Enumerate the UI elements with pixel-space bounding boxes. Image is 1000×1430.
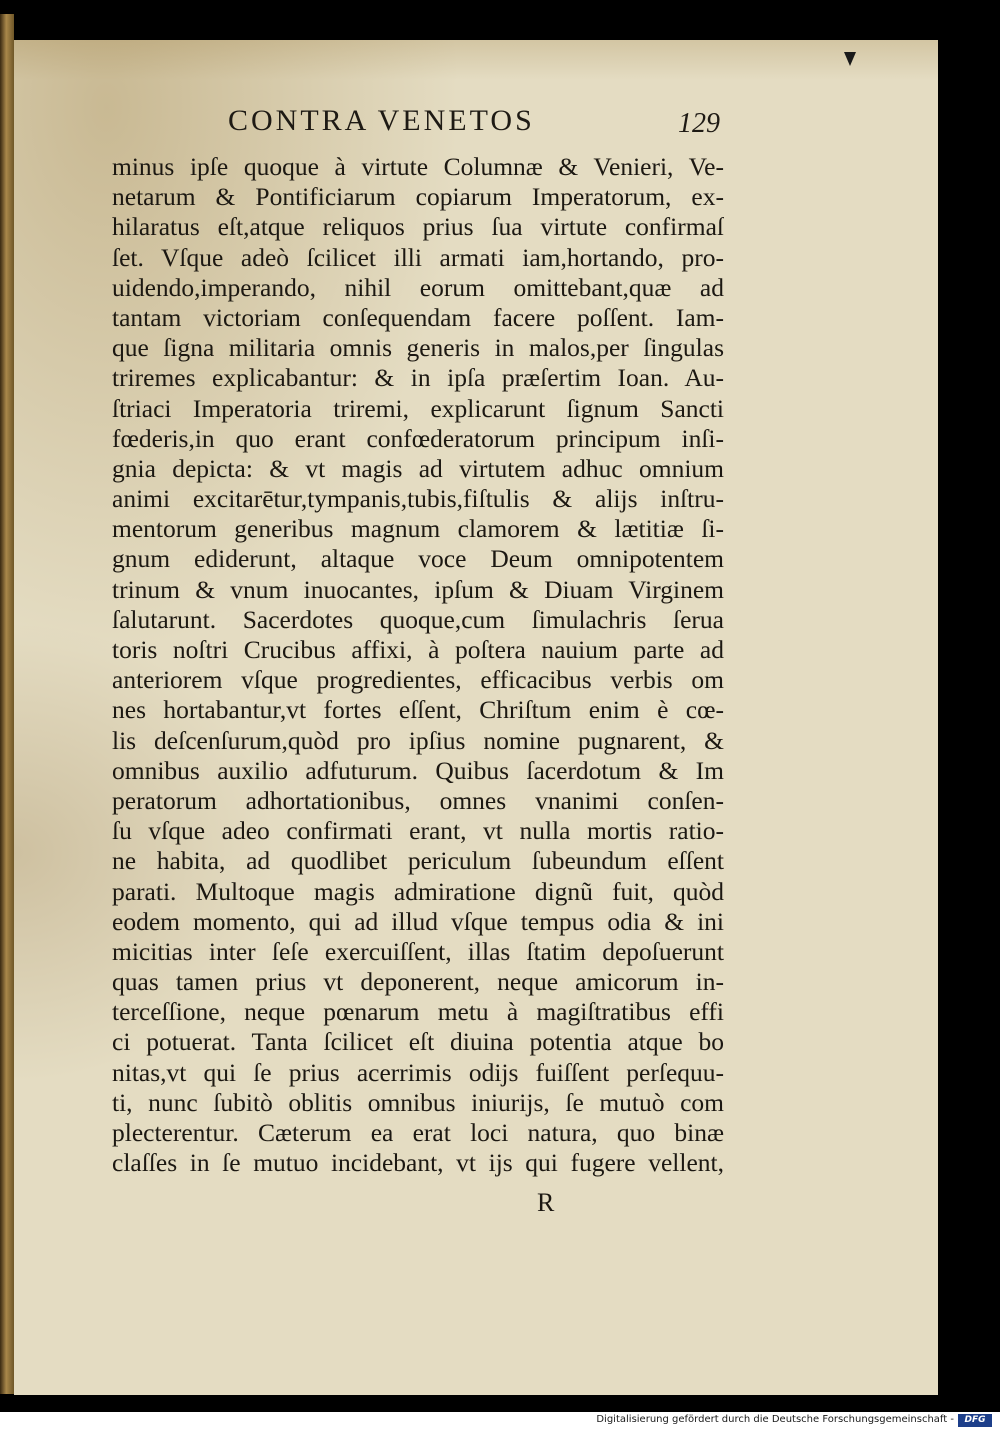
text-line: claſſes in ſe mutuo incidebant, vt ijs qui fugere vellent, [112,1148,724,1178]
text-line: lis deſcenſurum,quòd pro ipſius nomine pugnarent, & [112,725,724,755]
text-line: ſu vſque adeo confirmati erant, vt nulla mortis ratio- [112,816,724,846]
text-line: ti, nunc ſubitò oblitis omnibus iniurijs, ſe mutuò com [112,1087,724,1117]
text-line: eodem momento, qui ad illud vſque tempus odia & ini [112,906,724,936]
text-line: nitas,vt qui ſe prius acerrimis odijs fuiſſent perſequu- [112,1057,724,1087]
text-line: mentorum generibus magnum clamorem & lætitiæ ſi- [112,514,724,544]
text-line: plecterentur. Cæterum ea erat loci natura, quo binæ [112,1118,724,1147]
text-line: ſet. Vſque adeò ſcilicet illi armati iam,hortando, pro- [112,242,724,272]
text-line: minus ipſe quoque à virtute Columnæ & Venieri, Ve- [112,152,724,181]
page-number: 129 [678,108,720,139]
body-text [112,152,724,1178]
footer-bar [0,1412,1000,1430]
text-line: animi excitarētur,tympanis,tubis,fiſtulis & alijs inſtru- [112,484,724,514]
text-line: toris noſtri Crucibus affixi, à poſtera nauium parte ad [112,635,724,664]
page-corner-mark [844,52,856,66]
text-line: trinum & vnum inuocantes, ipſum & Diuam Virginem [112,574,724,604]
text-line: parati. Multoque magis admiratione dignũ fuit, quòd [112,876,724,906]
text-line: uidendo,imperando, nihil eorum omittebant,quæ ad [112,272,724,302]
text-line: nes hortabantur,vt fortes eſſent, Chriſtum enim è cœ- [112,695,724,725]
running-title: CONTRA VENETOS [228,104,535,137]
text-line: que ſigna militaria omnis generis in malos,per ſingulas [112,333,724,363]
page-header [215,102,735,142]
text-line: netarum & Pontificiarum copiarum Imperatorum, ex- [112,182,724,212]
text-line: omnibus auxilio adfuturum. Quibus ſacerdotum & Im [112,755,724,785]
text-line: gnia depicta: & vt magis ad virtutem adhuc omnium [112,453,724,483]
text-line: micitias inter ſeſe exercuiſſent, illas ſtatim depoſuerunt [112,936,724,966]
text-line: ci potuerat. Tanta ſcilicet eſt diuina potentia atque bo [112,1027,724,1057]
text-line: tantam victoriam conſequendam facere poſſent. Iam- [112,302,724,332]
footer-credit: Digitalisierung gefördert durch die Deutsche Forschungsgemeinschaft - [596,1414,954,1425]
text-line: fœderis,in quo erant confœderatorum principum inſi- [112,423,724,453]
text-line: peratorum adhortationibus, omnes vnanimi conſen- [112,785,724,815]
text-line: hilaratus eſt,atque reliquos prius ſua virtute confirmaſ [112,212,724,242]
text-line: quas tamen prius vt deponerent, neque amicorum in- [112,967,724,997]
signature-mark: R [537,1188,555,1217]
text-line: ſalutarunt. Sacerdotes quoque,cum ſimulachris ſerua [112,604,724,634]
text-line: terceſſione, neque pœnarum metu à magiſtratibus effi [112,997,724,1027]
text-line: ſtriaci Imperatoria triremi, explicarunt ſignum Sancti [112,393,724,423]
text-line: gnum ediderunt, altaque voce Deum omnipotentem [112,544,724,574]
binding-edge [0,14,14,1394]
text-line: anteriorem vſque progredientes, efficacibus verbis om [112,665,724,695]
text-line: ne habita, ad quodlibet periculum ſubeundum eſſent [112,846,724,876]
text-line: triremes explicabantur: & in ipſa præſertim Ioan. Au- [112,363,724,393]
dfg-logo: DFG [958,1414,992,1427]
